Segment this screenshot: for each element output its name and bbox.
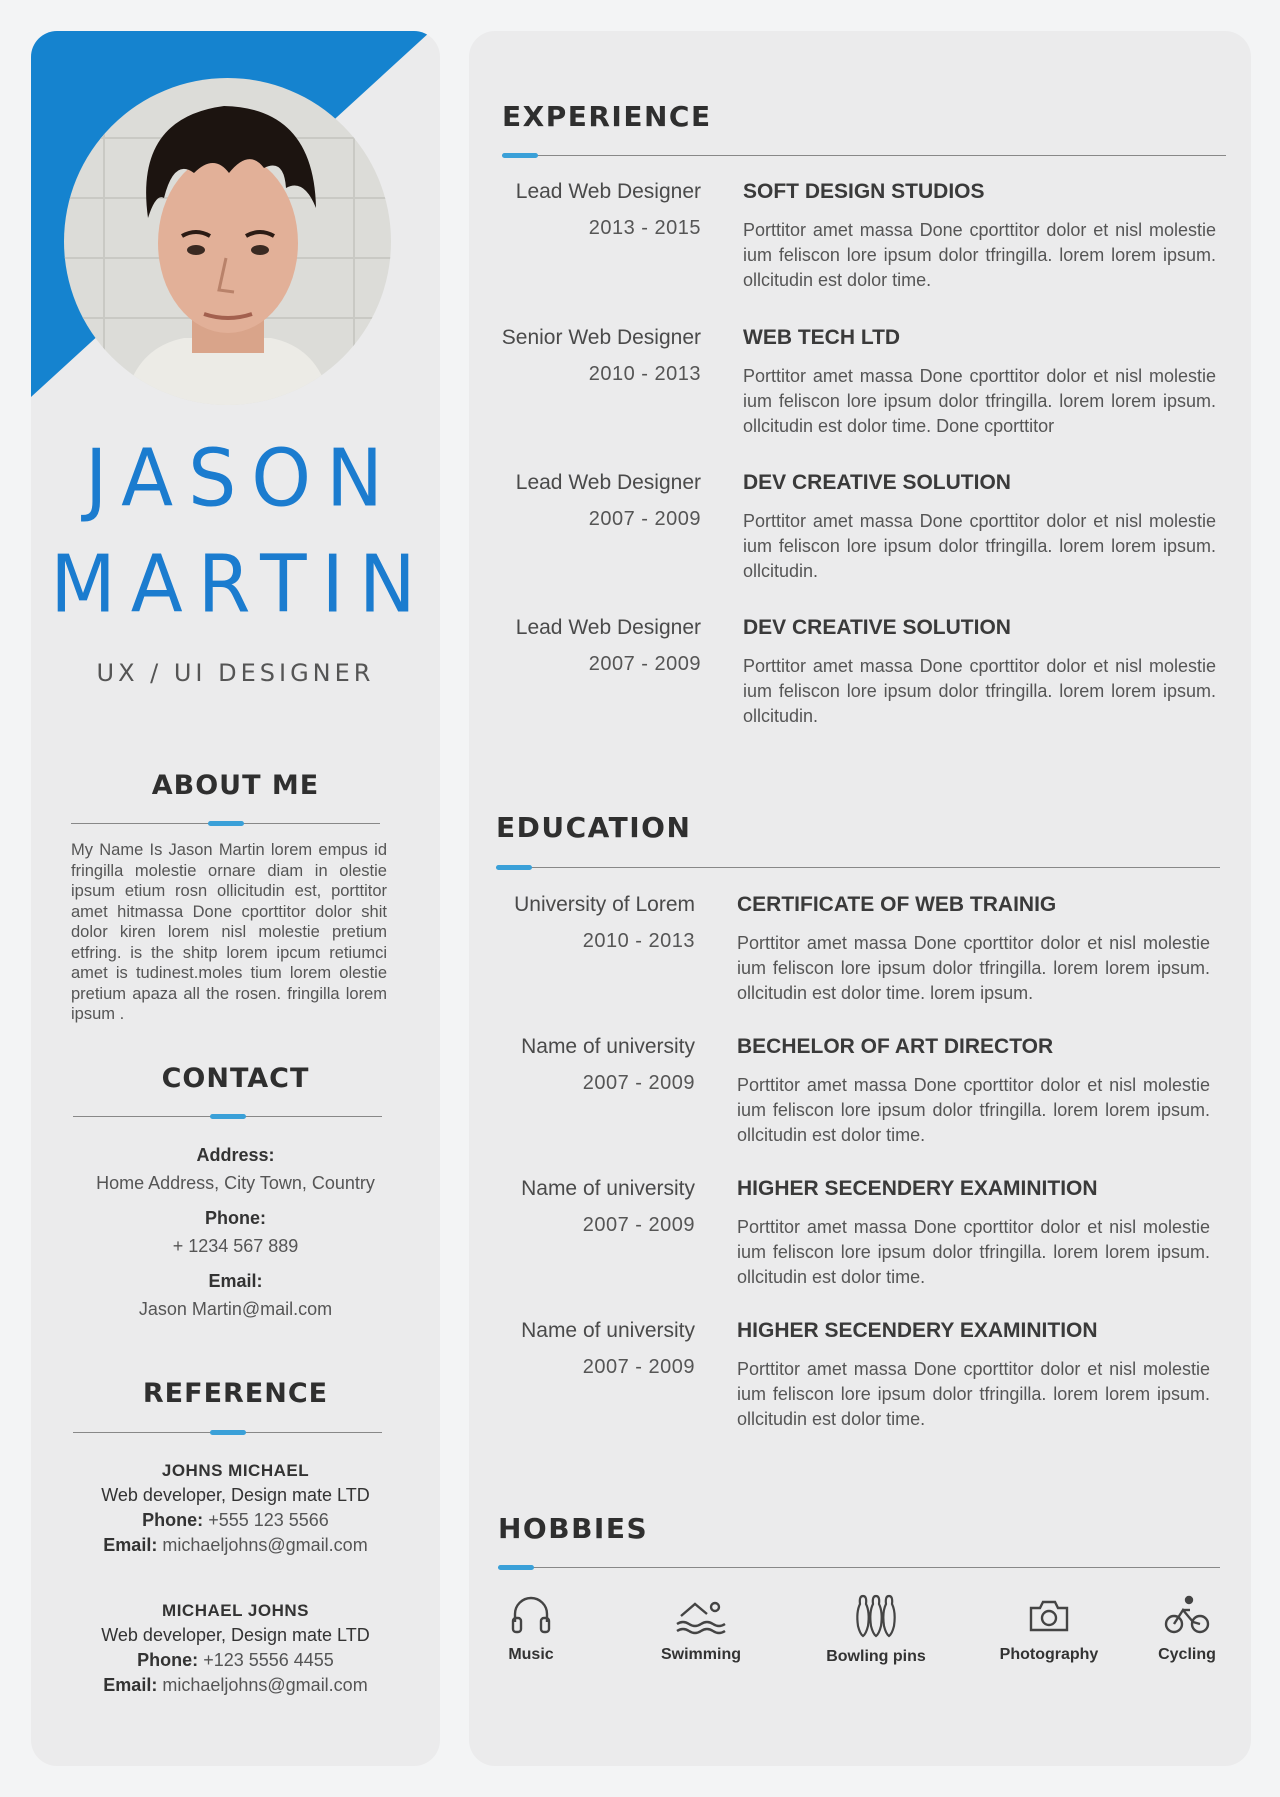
reference-email-value[interactable]: michaeljohns@gmail.com [162, 1675, 368, 1695]
reference-phone-label: Phone: [142, 1510, 204, 1530]
divider-accent [210, 1430, 246, 1435]
hobby-label: Photography [999, 1646, 1099, 1663]
email-value[interactable]: Jason Martin@mail.com [138, 1299, 333, 1319]
about-text: My Name Is Jason Martin lorem empus id fringilla molestie ornare diam in olestie ipsum etium rosn ollicitudin est, porttitor amet hitmassa Done cporttitor dolor shit dolor kiren lorem nisl molestie pretium etfring. is the shitp lorem ipcum retiumci amet is tudinest.moles tium lorem olestie pretium apaza all the rosen. fringilla lorem ipsum . [71, 841, 387, 1023]
experience-heading: EXPERIENCE [502, 100, 712, 133]
experience-company: DEV CREATIVE SOLUTION [743, 616, 1011, 639]
divider-accent [496, 865, 532, 870]
contact-phone-label [31, 1208, 440, 1229]
education-description: Porttitor amet massa Done cporttitor dolor et nisl molestie ium feliscon lore ipsum dolor tfringilla. lorem lorem ipsum. ollcitudin est dolor time. [737, 1075, 1210, 1145]
email-label: Email: [208, 1271, 263, 1291]
experience-divider [502, 155, 1226, 156]
contact-email [31, 1299, 440, 1320]
experience-role: Lead Web Designer [515, 616, 701, 639]
about-divider [71, 823, 380, 824]
experience-company: DEV CREATIVE SOLUTION [743, 471, 1011, 494]
education-description: Porttitor amet massa Done cporttitor dolor et nisl molestie ium feliscon lore ipsum dolor tfringilla. lorem lorem ipsum. ollcitudin est dolor time. lorem ipsum. [737, 933, 1210, 1003]
reference-email-label: Email: [103, 1535, 158, 1555]
education-description: Porttitor amet massa Done cporttitor dolor et nisl molestie ium feliscon lore ipsum dolor tfringilla. lorem lorem ipsum. ollcitudin est dolor time. [737, 1359, 1210, 1429]
hobbies-heading: HOBBIES [498, 1512, 649, 1545]
hobby-item [491, 1592, 571, 1664]
hobby-label: Music [508, 1646, 554, 1663]
reference-company: Web developer, Design mate LTD [101, 1625, 370, 1645]
reference-email-value[interactable]: michaeljohns@gmail.com [162, 1535, 368, 1555]
education-years: 2007 - 2009 [582, 1214, 695, 1236]
reference-email [31, 1533, 440, 1558]
contact-divider [73, 1116, 382, 1117]
education-school: University of Lorem [514, 893, 695, 916]
hobby-item [1149, 1592, 1225, 1664]
reference-phone-value: +123 5556 4455 [203, 1650, 334, 1670]
education-heading: EDUCATION [496, 811, 692, 844]
experience-role: Lead Web Designer [515, 471, 701, 494]
education-divider [496, 867, 1220, 868]
about-heading: ABOUT ME [151, 770, 320, 801]
bicycle-icon [1149, 1592, 1225, 1638]
contact-email-label [31, 1271, 440, 1292]
hobby-label: Swimming [660, 1646, 741, 1663]
education-school: Name of university [521, 1177, 695, 1200]
education-degree: HIGHER SECENDERY EXAMINITION [737, 1177, 1098, 1200]
bowling-pins-icon [816, 1592, 936, 1640]
experience-role: Lead Web Designer [515, 180, 701, 203]
reference-phone [31, 1508, 440, 1533]
education-description: Porttitor amet massa Done cporttitor dolor et nisl molestie ium feliscon lore ipsum dolor tfringilla. lorem lorem ipsum. ollcitudin est dolor time. [737, 1217, 1210, 1287]
reference-name: MICHAEL JOHNS [162, 1601, 309, 1620]
education-years: 2007 - 2009 [582, 1356, 695, 1378]
swimmer-icon [651, 1592, 751, 1638]
reference-email [31, 1673, 440, 1698]
divider-accent [208, 821, 244, 826]
education-degree: BECHELOR OF ART DIRECTOR [737, 1035, 1054, 1058]
experience-description: Porttitor amet massa Done cporttitor dolor et nisl molestie ium feliscon lore ipsum dolor tfringilla. lorem lorem ipsum. ollcitudin. [743, 656, 1216, 726]
reference-item [31, 1598, 440, 1698]
hobby-item [816, 1592, 936, 1666]
contact-address [31, 1173, 440, 1194]
experience-years: 2007 - 2009 [588, 508, 701, 530]
reference-heading: REFERENCE [142, 1378, 329, 1409]
reference-company: Web developer, Design mate LTD [101, 1485, 370, 1505]
education-years: 2010 - 2013 [582, 930, 695, 952]
experience-role: Senior Web Designer [501, 326, 701, 349]
divider-accent [498, 1565, 534, 1570]
reference-email-label: Email: [103, 1675, 158, 1695]
reference-item [31, 1458, 440, 1558]
reference-divider [73, 1432, 382, 1433]
contact-heading: CONTACT [161, 1063, 310, 1094]
contact-phone [31, 1236, 440, 1257]
experience-years: 2010 - 2013 [588, 363, 701, 385]
reference-name: JOHNS MICHAEL [161, 1461, 310, 1480]
experience-description: Porttitor amet massa Done cporttitor dolor et nisl molestie ium feliscon lore ipsum dolor tfringilla. lorem lorem ipsum. ollcitudin est dolor time. Done cporttitor [743, 366, 1216, 436]
experience-company: WEB TECH LTD [743, 326, 901, 349]
experience-years: 2013 - 2015 [588, 217, 701, 239]
reference-phone-value: +555 123 5566 [208, 1510, 329, 1530]
experience-company: SOFT DESIGN STUDIOS [743, 180, 985, 203]
education-years: 2007 - 2009 [582, 1072, 695, 1094]
education-school: Name of university [521, 1035, 695, 1058]
phone-label: Phone: [205, 1208, 266, 1228]
profile-photo [64, 78, 391, 405]
experience-description: Porttitor amet massa Done cporttitor dolor et nisl molestie ium feliscon lore ipsum dolor tfringilla. lorem lorem ipsum. ollcitudin est dolor time. [743, 220, 1216, 290]
education-degree: CERTIFICATE OF WEB TRAINIG [737, 893, 1057, 916]
hobby-item [994, 1592, 1104, 1664]
contact-address-label [31, 1145, 440, 1166]
phone-value: + 1234 567 889 [172, 1236, 299, 1256]
experience-years: 2007 - 2009 [588, 653, 701, 675]
sidebar-panel [31, 31, 440, 1766]
divider-accent [210, 1114, 246, 1119]
address-label: Address: [196, 1145, 275, 1165]
hobbies-divider [498, 1567, 1220, 1568]
reference-phone [31, 1648, 440, 1673]
education-degree: HIGHER SECENDERY EXAMINITION [737, 1319, 1098, 1342]
reference-phone-label: Phone: [137, 1650, 199, 1670]
education-school: Name of university [521, 1319, 695, 1342]
hobby-label: Bowling pins [826, 1648, 926, 1665]
hobby-label: Cycling [1158, 1646, 1216, 1663]
address-value: Home Address, City Town, Country [96, 1173, 375, 1193]
job-title: UX / UI DESIGNER [96, 659, 375, 687]
first-name: JASON [85, 430, 398, 525]
hobby-item [651, 1592, 751, 1664]
last-name: MARTIN [50, 536, 431, 631]
divider-accent [502, 153, 538, 158]
experience-description: Porttitor amet massa Done cporttitor dolor et nisl molestie ium feliscon lore ipsum dolor tfringilla. lorem lorem ipsum. ollcitudin. [743, 511, 1216, 581]
camera-icon [994, 1592, 1104, 1638]
main-panel [469, 31, 1251, 1766]
headphones-icon [491, 1592, 571, 1638]
